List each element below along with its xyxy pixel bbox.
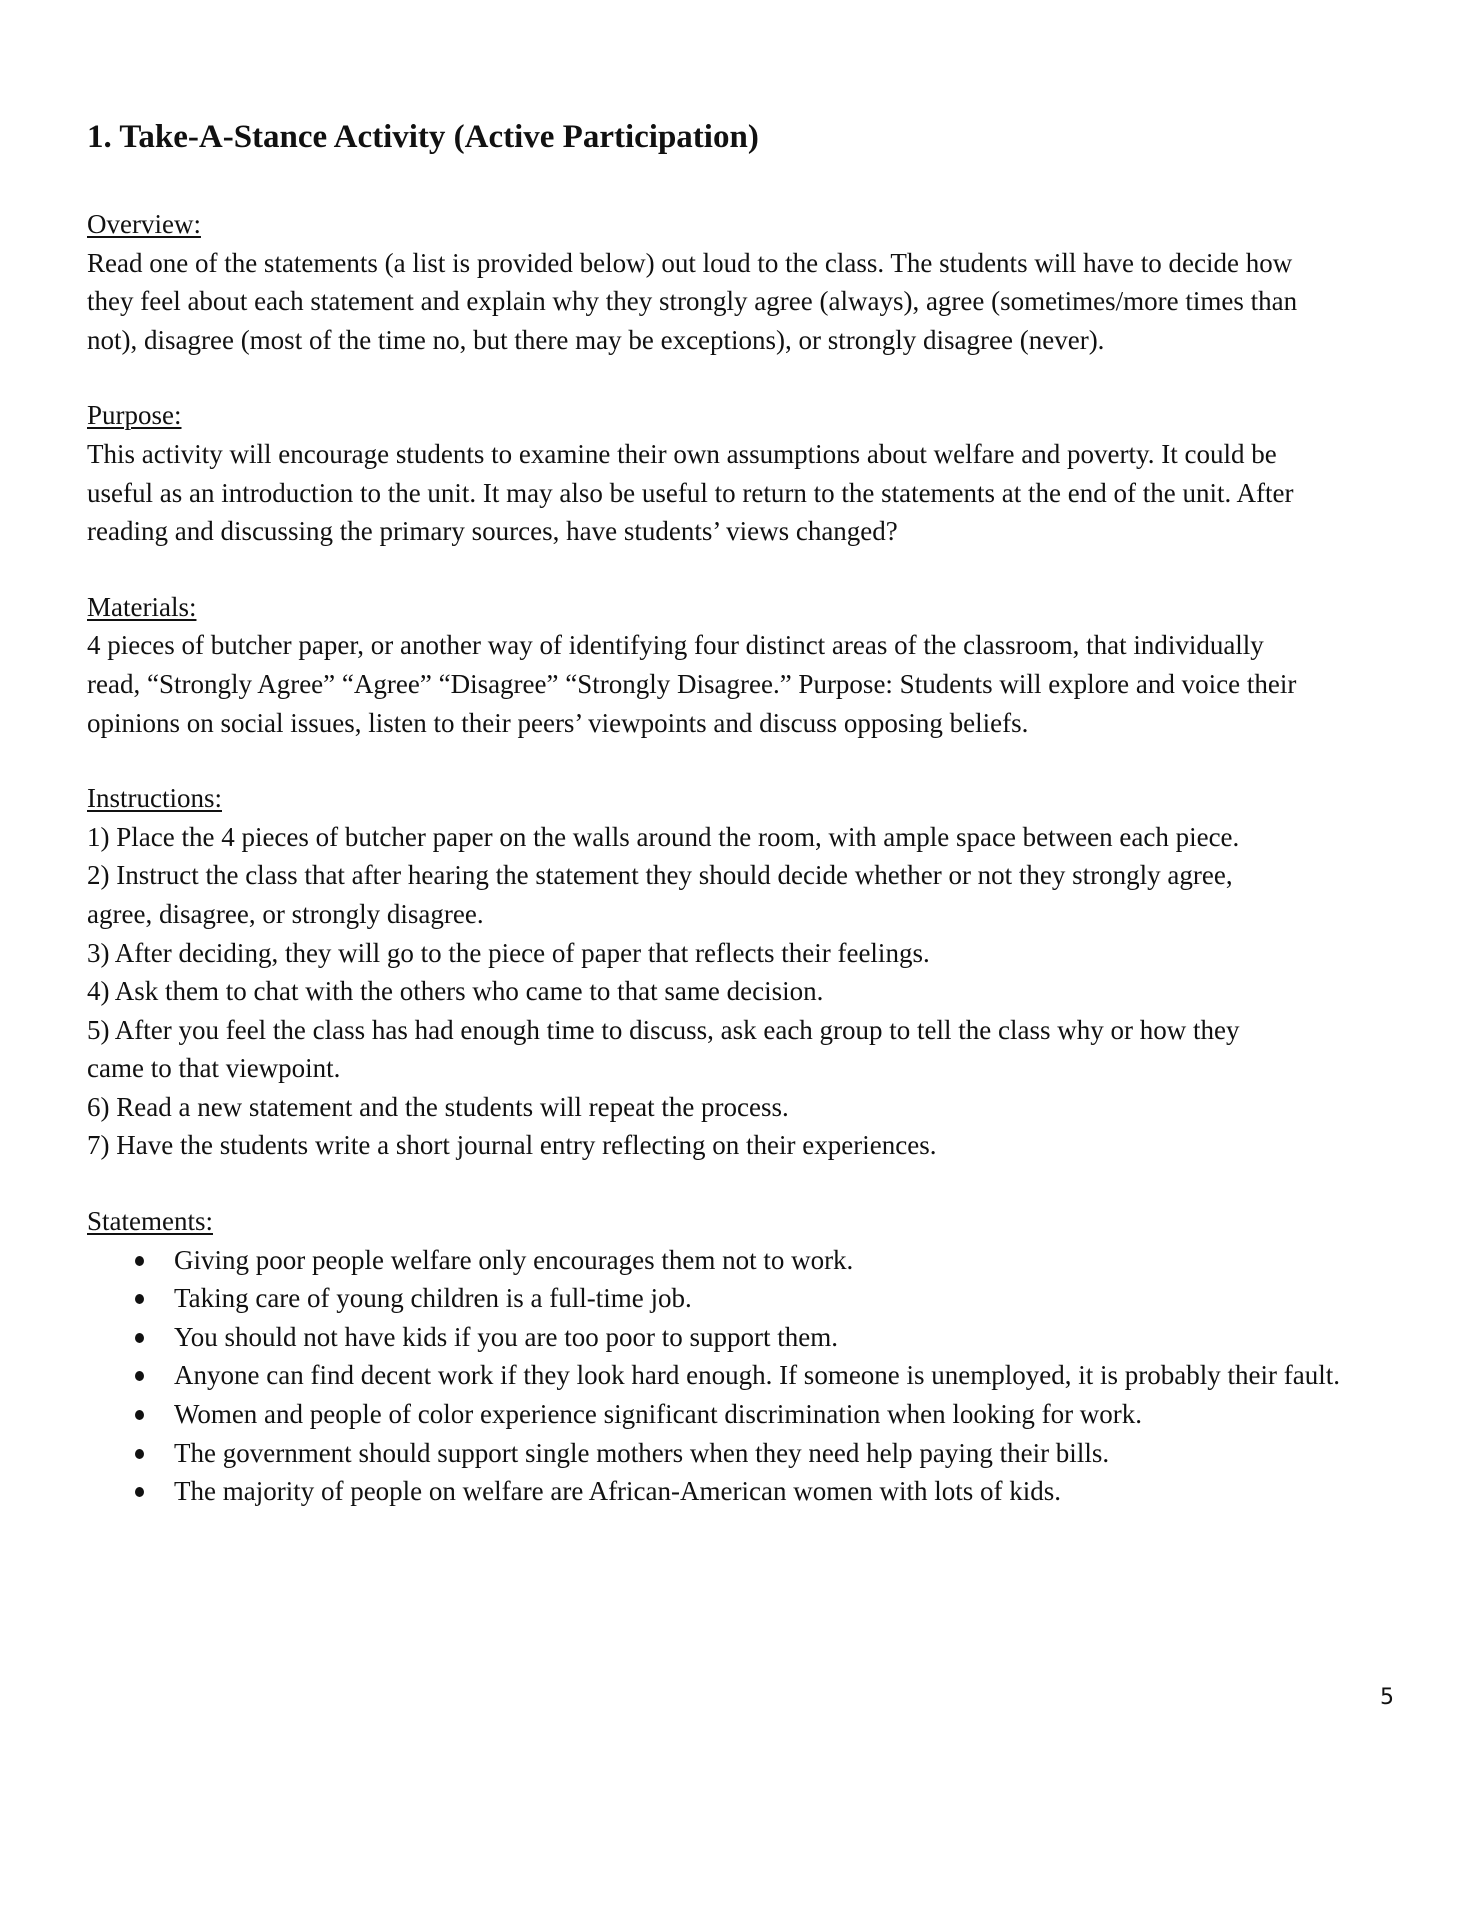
materials-heading: Materials:: [87, 591, 197, 622]
instruction-step: 7) Have the students write a short journal entry reflecting on their experiences.: [87, 1130, 937, 1161]
bullet-icon: [135, 1371, 144, 1381]
bullet-icon: [135, 1294, 144, 1304]
materials-line: opinions on social issues, listen to their peers’ viewpoints and discuss opposing beliefs.: [87, 707, 1029, 738]
bullet-icon: [135, 1487, 144, 1497]
bullet-icon: [135, 1333, 144, 1343]
overview-section: [87, 205, 1397, 359]
statement-item: Anyone can find decent work if they look hard enough. If someone is unemployed, it is probably their fault.: [87, 1356, 1397, 1395]
instruction-step: 2) Instruct the class that after hearing the statement they should decide whether or not they strongly agree,: [87, 860, 1233, 891]
overview-line: Read one of the statements (a list is provided below) out loud to the class. The students will have to decide how: [87, 247, 1293, 278]
materials-line: read, “Strongly Agree” “Agree” “Disagree” “Strongly Disagree.” Purpose: Students will explore and voice their: [87, 668, 1297, 699]
instruction-step: 5) After you feel the class has had enough time to discuss, ask each group to tell the class why or how they: [87, 1014, 1240, 1045]
statements-list: [87, 1241, 1397, 1511]
overview-heading: Overview:: [87, 209, 201, 239]
statement-item: You should not have kids if you are too poor to support them.: [87, 1318, 1397, 1357]
bullet-icon: [135, 1449, 144, 1459]
page-title: 1. Take-A-Stance Activity (Active Participation): [87, 119, 759, 155]
bullet-icon: [135, 1256, 144, 1266]
statements-section: [87, 1202, 1397, 1511]
purpose-line: This activity will encourage students to examine their own assumptions about welfare and poverty. It could be: [87, 438, 1277, 469]
instruction-step: agree, disagree, or strongly disagree.: [87, 898, 484, 929]
instruction-step: came to that viewpoint.: [87, 1053, 341, 1084]
bullet-icon: [135, 1410, 144, 1420]
purpose-line: useful as an introduction to the unit. It may also be useful to return to the statements at the end of the unit. After: [87, 477, 1294, 508]
statement-item: Taking care of young children is a full-time job.: [87, 1279, 1397, 1318]
materials-line: 4 pieces of butcher paper, or another way of identifying four distinct areas of the classroom, that individually: [87, 630, 1264, 661]
instruction-step: 1) Place the 4 pieces of butcher paper on the walls around the room, with ample space between each piece.: [87, 821, 1240, 852]
instructions-section: [87, 779, 1397, 1165]
purpose-line: reading and discussing the primary sources, have students’ views changed?: [87, 516, 898, 547]
page-number: 5: [1380, 1685, 1394, 1710]
document-page: [87, 117, 1397, 1511]
materials-section: [87, 588, 1397, 742]
instruction-step: 3) After deciding, they will go to the piece of paper that reflects their feelings.: [87, 937, 930, 968]
purpose-heading: Purpose:: [87, 400, 182, 431]
statement-item: Women and people of color experience significant discrimination when looking for work.: [87, 1395, 1397, 1434]
overview-line: not), disagree (most of the time no, but there may be exceptions), or strongly disagree (never).: [87, 324, 1105, 355]
purpose-section: [87, 396, 1397, 550]
statements-heading: Statements:: [87, 1206, 213, 1237]
statement-item: The government should support single mothers when they need help paying their bills.: [87, 1434, 1397, 1473]
overview-line: they feel about each statement and explain why they strongly agree (always), agree (sometimes/more times than: [87, 286, 1298, 317]
statement-item: The majority of people on welfare are African-American women with lots of kids.: [87, 1472, 1397, 1511]
instruction-step: 4) Ask them to chat with the others who came to that same decision.: [87, 976, 824, 1007]
instructions-heading: Instructions:: [87, 783, 222, 814]
instruction-step: 6) Read a new statement and the students will repeat the process.: [87, 1091, 789, 1122]
statement-item: Giving poor people welfare only encourages them not to work.: [87, 1241, 1397, 1280]
